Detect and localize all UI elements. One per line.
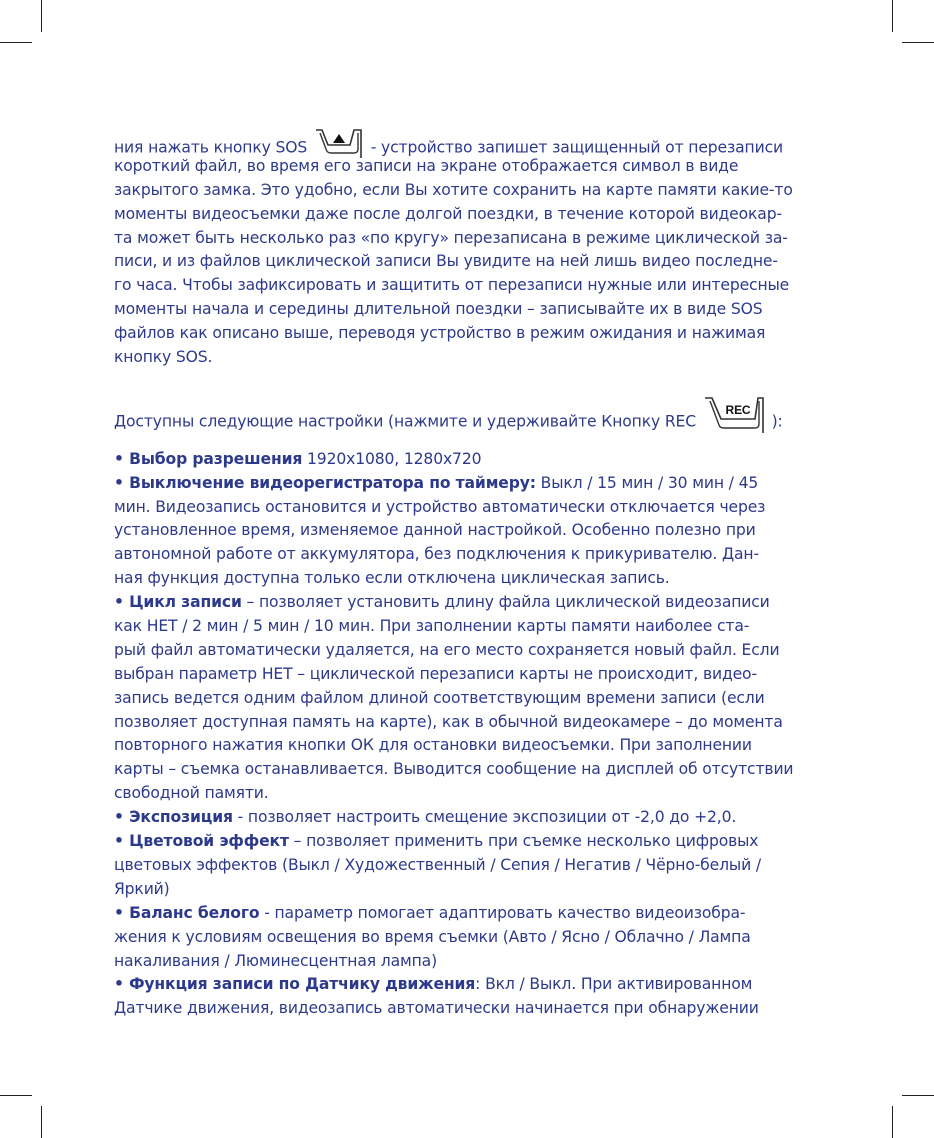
manual-text	[114, 131, 834, 1021]
setting-resolution	[114, 448, 834, 472]
rec-button-icon	[703, 395, 765, 437]
setting-line: позволяет доступная память на карте), как в обычной видеокамере – до момента	[114, 712, 783, 731]
setting-text: : Вкл / Выкл. При активированном	[475, 975, 753, 994]
setting-title: • Баланс белого	[114, 903, 260, 922]
setting-white-balance	[114, 902, 834, 926]
intro-first-line	[114, 131, 834, 155]
setting-line: жения к условиям освещения во время съемки (Авто / Ясно / Облачно / Лампа	[114, 927, 751, 946]
crop-mark-bottom-right-h	[902, 1095, 934, 1096]
rec-icon-label: REC	[725, 402, 751, 417]
crop-mark-top-right-v	[892, 0, 893, 32]
setting-line: карты – съемка останавливается. Выводится сообщение на дисплей об отсутствии	[114, 760, 794, 779]
setting-line: Яркий)	[114, 879, 170, 898]
setting-title: • Функция записи по Датчику движения	[114, 975, 476, 994]
intro-text-before-icon: ния нажать кнопку SOS	[114, 138, 308, 157]
crop-mark-top-right-h	[902, 42, 934, 43]
settings-intro-text: Доступны следующие настройки (нажмите и удерживайте Кнопку REC	[114, 412, 696, 431]
crop-mark-top-left-v	[41, 0, 42, 32]
setting-text: - позволяет настроить смещение экспозиции от -2,0 до +2,0.	[232, 808, 737, 827]
setting-timer	[114, 472, 834, 496]
setting-exposure	[114, 806, 834, 830]
setting-line: автономной работе от аккумулятора, без подключения к прикуривателю. Дан-	[114, 545, 759, 564]
setting-motion	[114, 973, 834, 997]
setting-title: • Выключение видеорегистратора по таймеру:	[114, 473, 536, 492]
setting-line: рый файл автоматически удаляется, на его место сохраняется новый файл. Если	[114, 640, 780, 659]
intro-line: короткий файл, во время его записи на экране отображается символ в виде	[114, 156, 739, 175]
intro-line: кнопку SOS.	[114, 348, 213, 367]
setting-text: 1920x1080, 1280x720	[302, 449, 482, 468]
crop-mark-bottom-left-h	[0, 1095, 32, 1096]
setting-title: • Выбор разрешения	[114, 449, 303, 468]
intro-line: файлов как описано выше, переводя устройство в режим ожидания и нажимая	[114, 324, 766, 343]
setting-text: – позволяет установить длину файла циклической видеозаписи	[241, 593, 770, 612]
setting-line: мин. Видеозапись остановится и устройство автоматически отключается через	[114, 497, 766, 516]
intro-line: моменты начала и середины длительной поездки – записывайте их в виде SOS	[114, 300, 763, 319]
setting-text: Выкл / 15 мин / 30 мин / 45	[535, 473, 759, 492]
setting-line: установленное время, изменяемое данной настройкой. Особенно полезно при	[114, 521, 756, 540]
settings-intro-end: ):	[771, 412, 783, 431]
setting-text: - параметр помогает адаптировать качество видеоизобра-	[259, 903, 746, 922]
setting-line: Датчике движения, видеозапись автоматически начинается при обнаружении	[114, 999, 759, 1018]
setting-line: свободной памяти.	[114, 784, 269, 803]
setting-title: • Экспозиция	[114, 808, 233, 827]
intro-line: закрытого замка. Это удобно, если Вы хотите сохранить на карте памяти какие-то	[114, 180, 793, 199]
crop-mark-bottom-right-v	[892, 1106, 893, 1138]
intro-line: писи, и из файлов циклической записи Вы увидите на ней лишь видео последне-	[114, 252, 778, 271]
intro-line: моменты видеосъемки даже после долгой поездки, в течение которой видеокар-	[114, 204, 782, 223]
crop-mark-top-left-h	[0, 42, 32, 43]
crop-mark-bottom-left-v	[41, 1106, 42, 1138]
intro-line: го часа. Чтобы зафиксировать и защитить от перезаписи нужные или интересные	[114, 276, 790, 295]
intro-line: та может быть несколько раз «по кругу» перезаписана в режиме циклической за-	[114, 228, 788, 247]
setting-text: – позволяет применить при съемке несколько цифровых	[288, 832, 759, 851]
setting-line: запись ведется одним файлом длиной соответствующим времени записи (если	[114, 688, 765, 707]
settings-intro	[114, 401, 834, 431]
sos-button-icon	[314, 127, 364, 161]
setting-line: накаливания / Люминесцентная лампа)	[114, 951, 438, 970]
setting-line: ная функция доступна только если отключена циклическая запись.	[114, 569, 670, 588]
setting-line: цветовых эффектов (Выкл / Художественный / Сепия / Негатив / Чёрно-белый /	[114, 855, 761, 874]
setting-line: как НЕТ / 2 мин / 5 мин / 10 мин. При заполнении карты памяти наиболее ста-	[114, 617, 750, 636]
setting-line: выбран параметр НЕТ – циклической перезаписи карты не происходит, видео-	[114, 664, 757, 683]
setting-loop	[114, 591, 834, 615]
setting-title: • Цикл записи	[114, 593, 242, 612]
setting-title: • Цветовой эффект	[114, 832, 289, 851]
setting-line: повторного нажатия кнопки ОК для остановки видеосъемки. При заполнении	[114, 736, 752, 755]
intro-text-after-icon: - устройство запишет защищенный от перезаписи	[370, 138, 783, 157]
setting-color-effect	[114, 830, 834, 854]
